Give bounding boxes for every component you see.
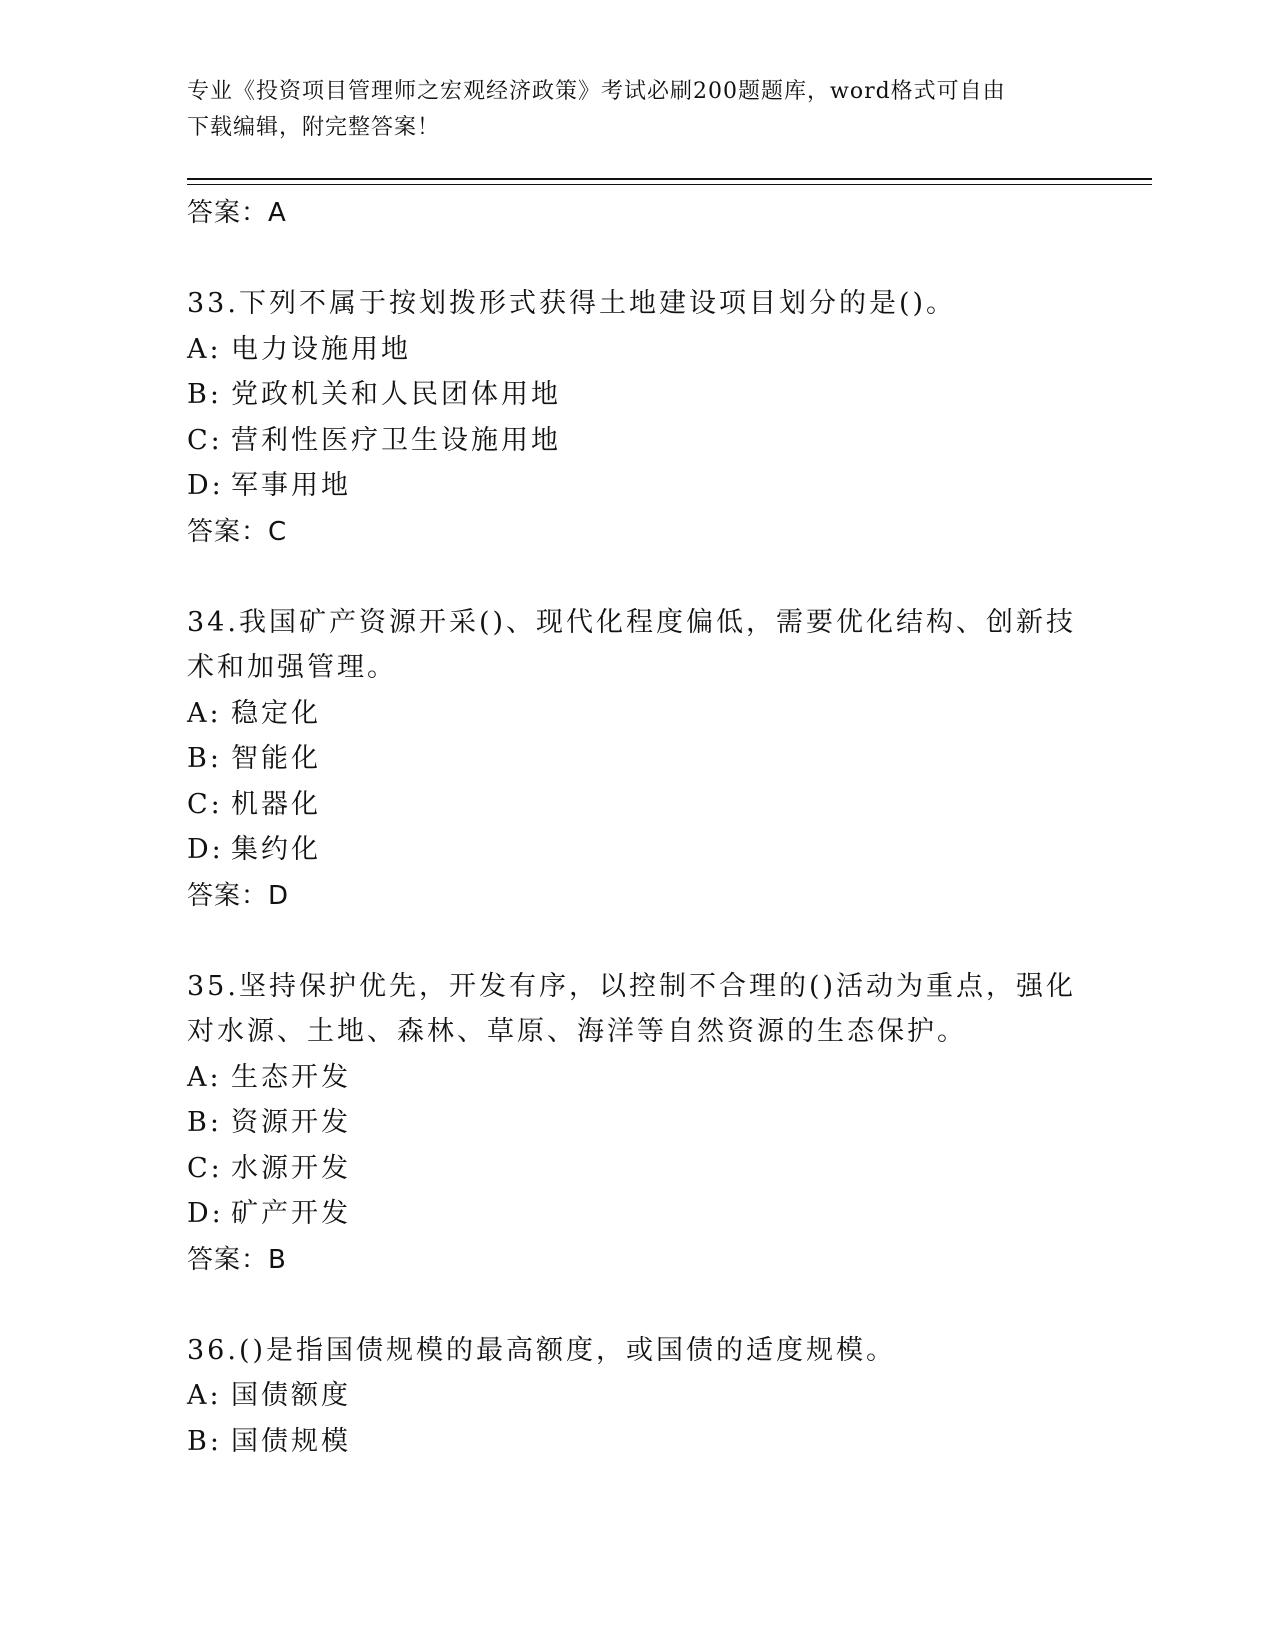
option-a [187, 327, 1087, 373]
option-b [187, 736, 1087, 782]
question-36 [187, 1328, 1087, 1465]
answer-label: 答案：D [187, 880, 290, 911]
document-header [187, 74, 1067, 146]
option-letter: D: [187, 470, 224, 501]
option-letter: C: [187, 788, 223, 820]
option-letter: A: [187, 697, 222, 729]
option-letter: A: [187, 333, 222, 365]
option-text: 稳定化 [231, 697, 321, 729]
option-a [187, 691, 1087, 737]
option-text: 电力设施用地 [231, 333, 411, 365]
option-letter: A: [187, 1380, 222, 1411]
option-b [187, 1100, 1087, 1146]
option-text: 集约化 [231, 834, 321, 865]
option-letter: B: [187, 379, 222, 410]
option-text: 资源开发 [231, 1107, 351, 1138]
option-text: 营利性医疗卫生设施用地 [231, 424, 561, 456]
header-line-2: 下载编辑，附完整答案！ [187, 115, 441, 140]
option-text: 水源开发 [231, 1152, 351, 1184]
option-d [187, 1191, 1087, 1237]
option-letter: D: [187, 1198, 224, 1229]
question-text: 36.()是指国债规模的最高额度，或国债的适度规模。 [187, 1334, 897, 1366]
option-text: 国债额度 [231, 1380, 351, 1411]
option-letter: B: [187, 743, 222, 774]
option-c [187, 418, 1087, 464]
question-text: 35.坚持保护优先，开发有序，以控制不合理的()活动为重点，强化对水源、土地、森林、草原、海洋等自然资源的生态保护。 [187, 970, 1077, 1047]
option-c [187, 1146, 1087, 1192]
option-text: 军事用地 [231, 470, 351, 501]
option-letter: B: [187, 1107, 222, 1138]
header-line-1: 专业《投资项目管理师之宏观经济政策》考试必刷200题题库，word格式可自由 [187, 79, 1006, 104]
answer-label: 答案：B [187, 1244, 287, 1275]
option-a [187, 1055, 1087, 1101]
question-list [187, 190, 1087, 1464]
option-letter: D: [187, 834, 224, 865]
answer-label: 答案：C [187, 516, 288, 547]
option-letter: A: [187, 1061, 222, 1093]
option-text: 国债规模 [231, 1425, 351, 1457]
option-a [187, 1373, 1087, 1419]
option-c [187, 782, 1087, 828]
option-d [187, 463, 1087, 509]
question-text: 34.我国矿产资源开采()、现代化程度偏低，需要优化结构、创新技术和加强管理。 [187, 606, 1077, 683]
option-text: 党政机关和人民团体用地 [231, 379, 561, 410]
option-letter: C: [187, 1152, 223, 1184]
header-divider-thin [187, 184, 1152, 185]
previous-answer: 答案：A [187, 198, 287, 228]
header-divider-thick [187, 178, 1152, 180]
option-text: 智能化 [231, 743, 321, 774]
option-text: 机器化 [231, 788, 321, 820]
option-b [187, 372, 1087, 418]
question-35 [187, 964, 1087, 1283]
question-text: 33.下列不属于按划拨形式获得土地建设项目划分的是()。 [187, 288, 957, 319]
question-34 [187, 600, 1087, 919]
option-text: 矿产开发 [231, 1198, 351, 1229]
option-letter: C: [187, 424, 223, 456]
option-d [187, 827, 1087, 873]
option-text: 生态开发 [231, 1061, 351, 1093]
option-letter: B: [187, 1425, 222, 1457]
question-33 [187, 281, 1087, 555]
option-b [187, 1419, 1087, 1465]
